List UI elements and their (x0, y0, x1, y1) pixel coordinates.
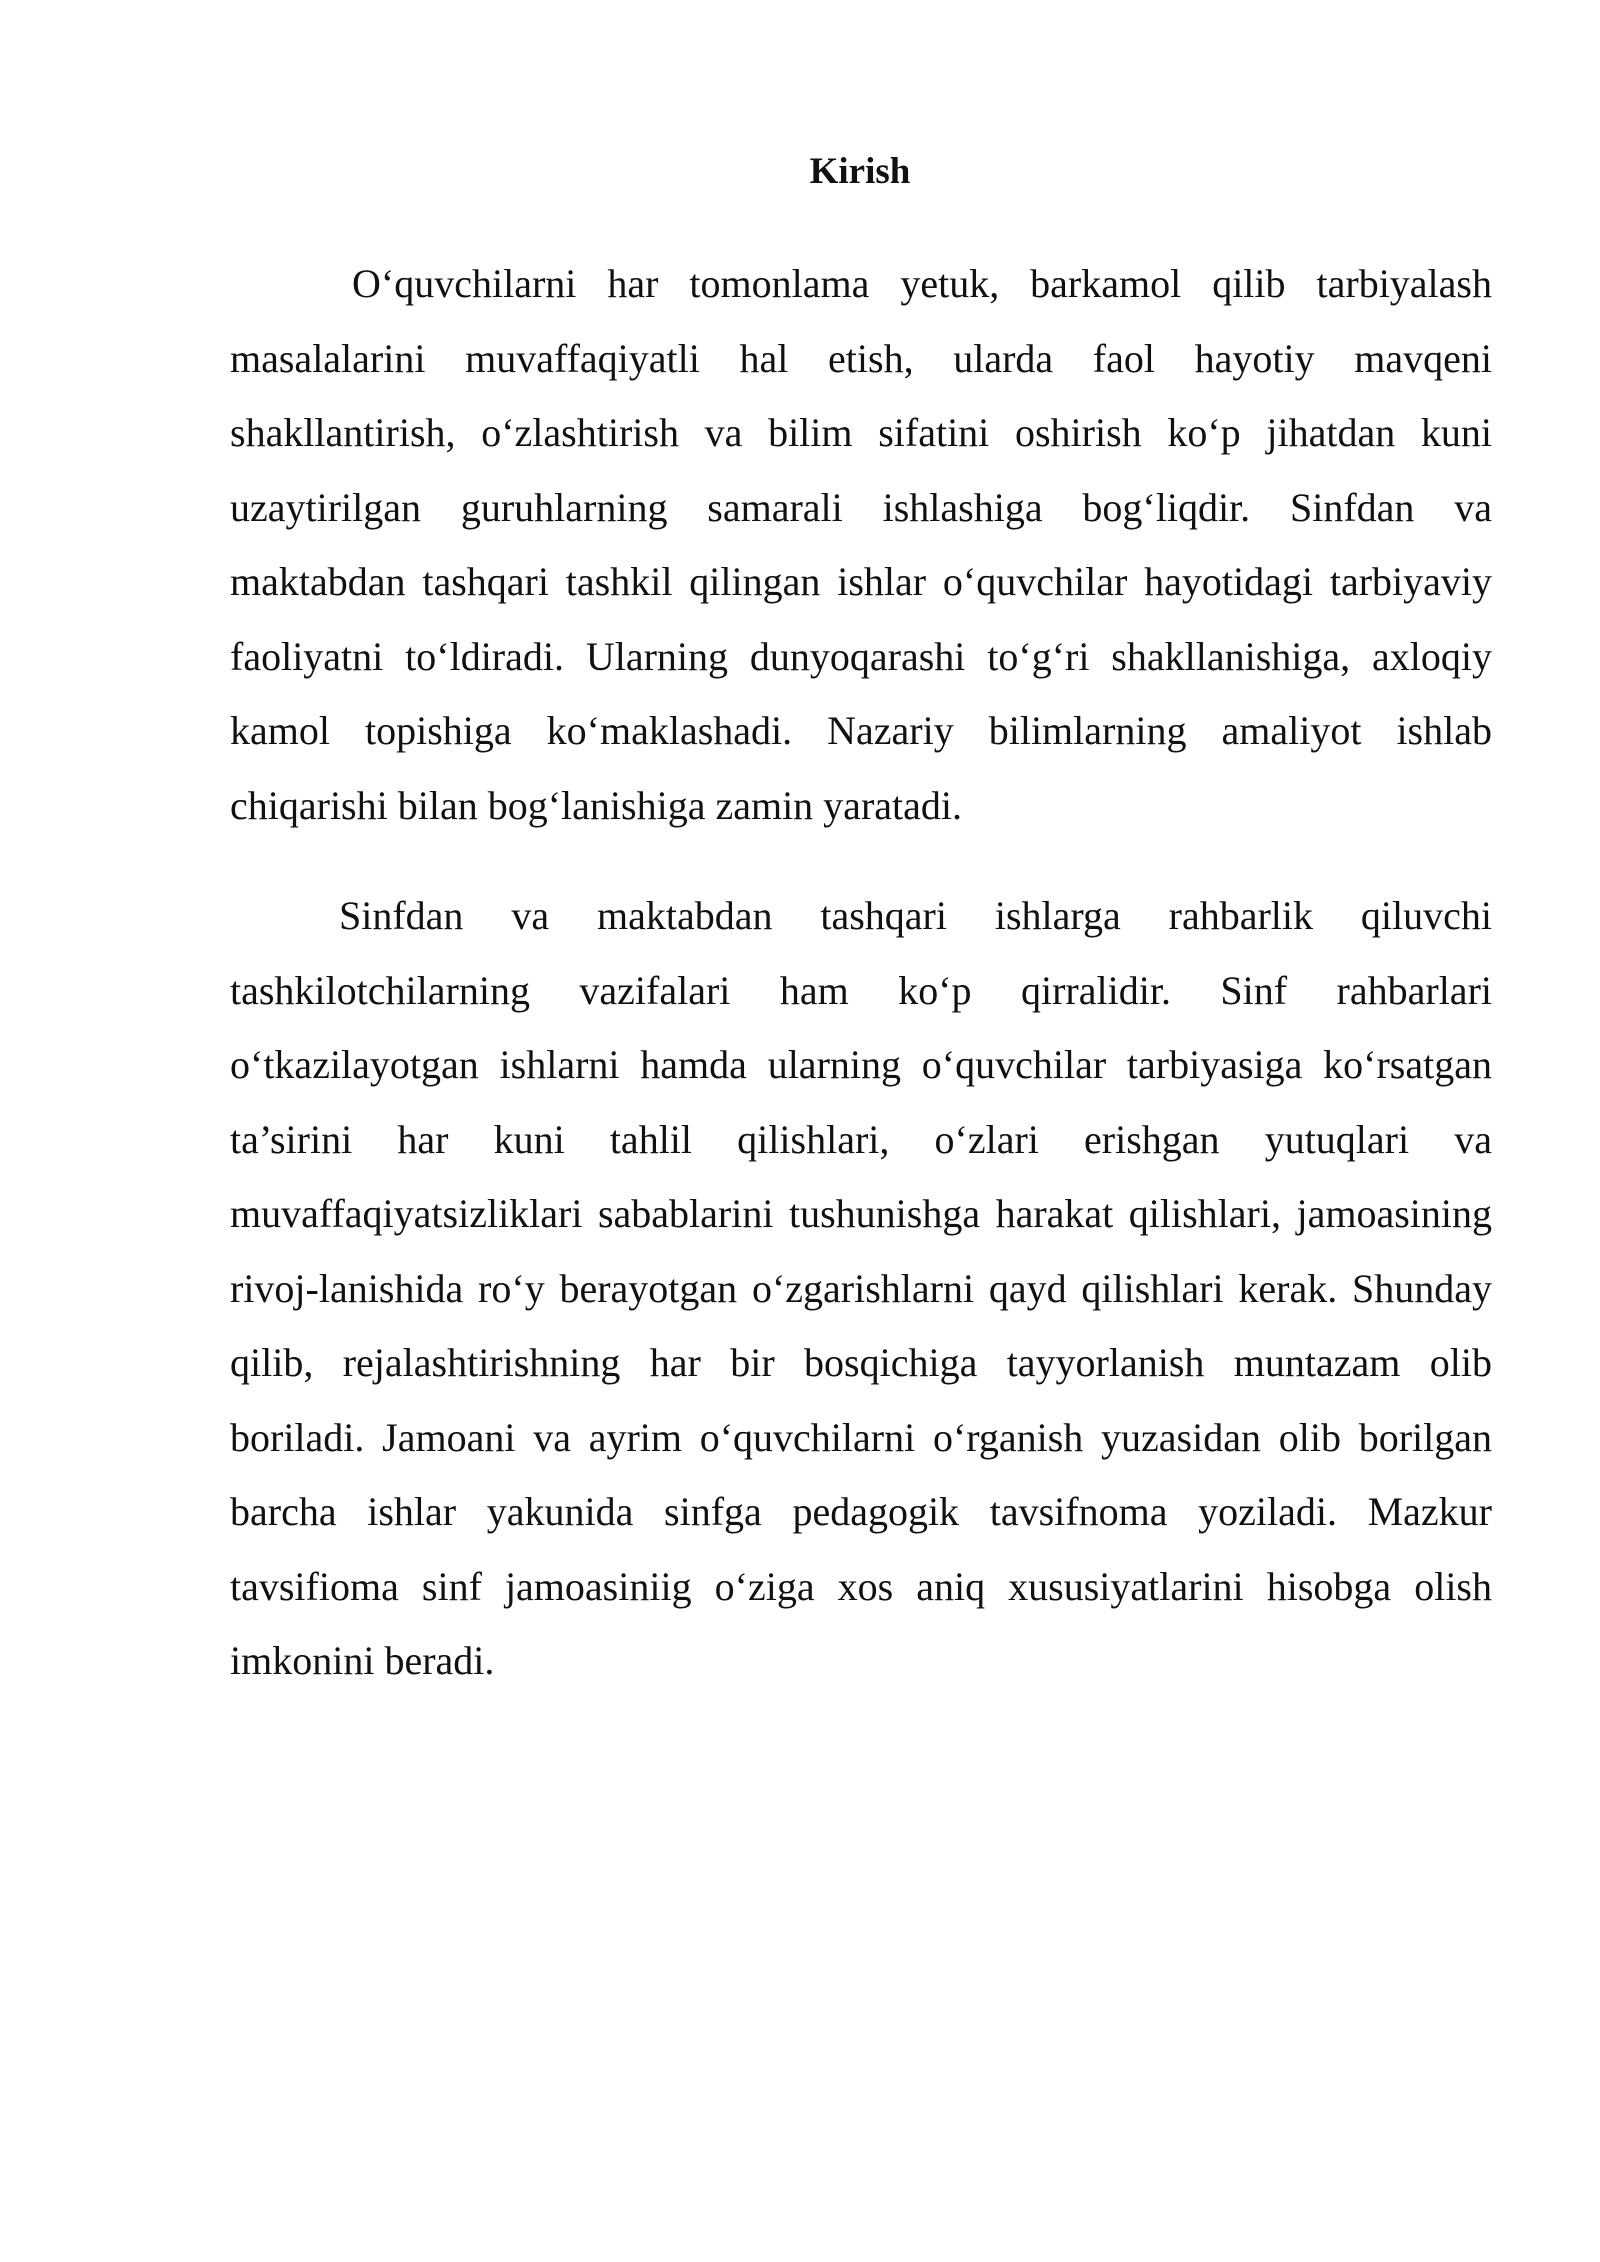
paragraph-1: O‘quvchilarni har tomonlama yetuk, barkamol qilib tarbiyalash masalalarini muvaffaqiyatli hal etish, ularda faol hayotiy mavqeni shakllantirish, o‘zlashtirish va bilim sifatini oshirish ko‘p jihatdan kuni uzaytirilgan guruhlarning samarali ishlashiga bog‘liqdir. Sinfdan va maktabdan tashqari tashkil qilingan ishlar o‘quvchilar hayotidagi tarbiyaviy faoliyatni to‘ldiradi. Ularning dunyoqarashi to‘g‘ri shakllanishiga, axloqiy kamol topishiga ko‘maklashadi. Nazariy bilimlarning amaliyot ishlab chiqarishi bilan bog‘lanishiga zamin yaratadi. (230, 261, 1492, 828)
paragraph-2: Sinfdan va maktabdan tashqari ishlarga rahbarlik qiluvchi tashkilotchilarning vazifalari ham ko‘p qirralidir. Sinf rahbarlari o‘tkazilayotgan ishlarni hamda ularning o‘quvchilar tarbiyasiga ko‘rsatgan ta’sirini har kuni tahlil qilishlari, o‘zlari erishgan yutuqlari va muvaffaqiyatsizliklari sabablarini tushunishga harakat qilishlari, jamoasining rivoj-lanishida ro‘y berayotgan o‘zgarishlarni qayd qilishlari kerak. Shunday qilib, rejalashtirishning har bir bosqichiga tayyorlanish muntazam olib boriladi. Jamoani va ayrim o‘quvchilarni o‘rganish yuzasidan olib borilgan barcha ishlar yakunida sinfga pedagogik tavsifnoma yoziladi. Mazkur tavsifioma sinf jamoasiniig o‘ziga xos aniq xususiyatlarini hisobga olish imkonini beradi. (230, 893, 1492, 1683)
document-body (230, 247, 1492, 1699)
page-title: Kirish (809, 151, 911, 192)
